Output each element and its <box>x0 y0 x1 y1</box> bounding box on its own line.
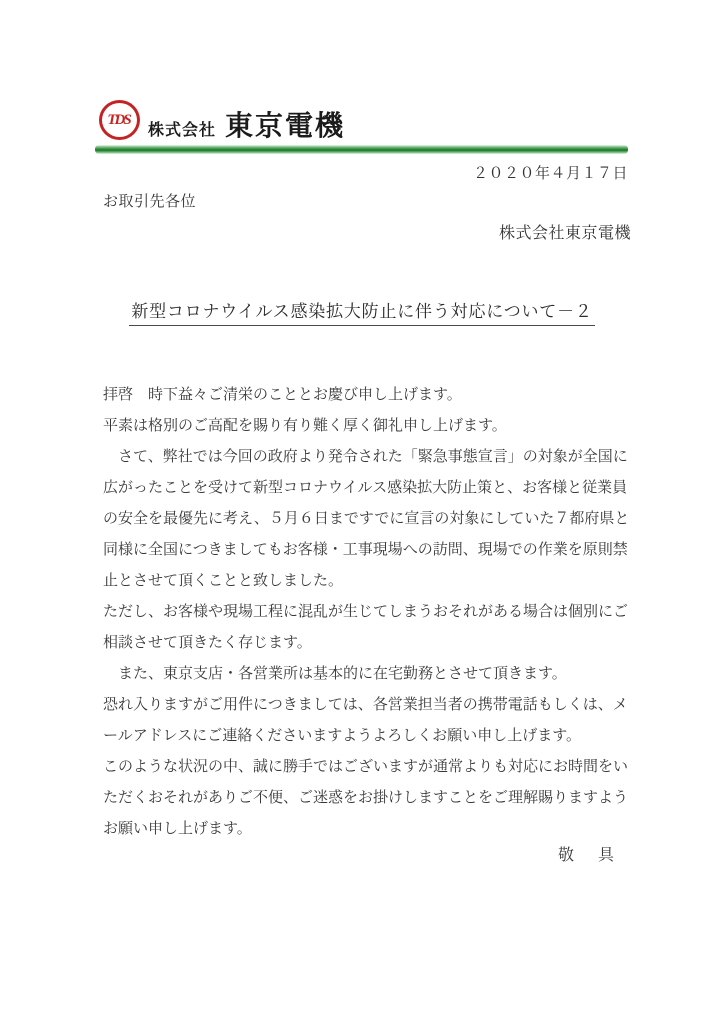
letter-date: ２０２０年４月１７日 <box>473 166 629 182</box>
body-line: お願い申し上げます。 <box>103 821 252 837</box>
body-line: さて、弊社では今回の政府より発令された「緊急事態宣言」の対象が全国に <box>103 449 628 465</box>
body-line: ただくおそれがありご不便、ご迷惑をお掛けしますことをご理解賜りますよう <box>103 790 629 806</box>
company-logo-tds-icon <box>99 100 140 140</box>
letter-closing: 敬 具 <box>558 847 619 864</box>
letter-title-wrap <box>0 297 724 326</box>
body-line: 止とさせて頂くことと致しました。 <box>103 573 344 589</box>
body-line: 拝啓 時下益々ご清栄のこととお慶び申し上げます。 <box>103 387 462 403</box>
company-prefix: 株式会社 <box>148 122 217 139</box>
body-line: ールアドレスにご連絡くださいますようよろしくお願い申し上げます。 <box>103 728 582 744</box>
body-line: このような状況の中、誠に勝手ではございますが通常よりも対応にお時間をい <box>103 759 629 775</box>
body-line: 恐れ入りますがご用件につきましては、各営業担当者の携帯電話もしくは、メ <box>103 697 628 713</box>
body-line: 平素は格別のご高配を賜り有り難く厚く御礼申し上げます。 <box>103 418 507 434</box>
letter-sender: 株式会社東京電機 <box>499 225 632 242</box>
letter-title: 新型コロナウイルス感染拡大防止に伴う対応について－２ <box>129 297 594 326</box>
letter-body <box>103 380 643 845</box>
body-line: 相談させて頂きたく存じます。 <box>103 635 312 651</box>
company-name: 東京電機 <box>225 110 346 141</box>
letterhead-company-line <box>148 104 345 144</box>
body-line: 広がったことを受けて新型コロナウイルス感染拡大防止策と、お客様と従業員 <box>103 480 628 496</box>
logo-monogram: TDS <box>107 111 130 128</box>
body-line: 同様に全国につきましてもお客様・工事現場への訪問、現場での作業を原則禁 <box>103 542 628 558</box>
header-green-divider <box>95 145 628 154</box>
body-line: ただし、お客様や現場工程に混乱が生じてしまうおそれがある場合は個別にご <box>103 604 629 620</box>
letter-recipient: お取引先各位 <box>103 194 197 210</box>
body-line: また、東京支店・各営業所は基本的に在宅勤務とさせて頂きます。 <box>103 666 567 682</box>
body-line: の安全を最優先に考え、５月６日まですでに宣言の対象にしていた７都府県と <box>103 511 630 527</box>
